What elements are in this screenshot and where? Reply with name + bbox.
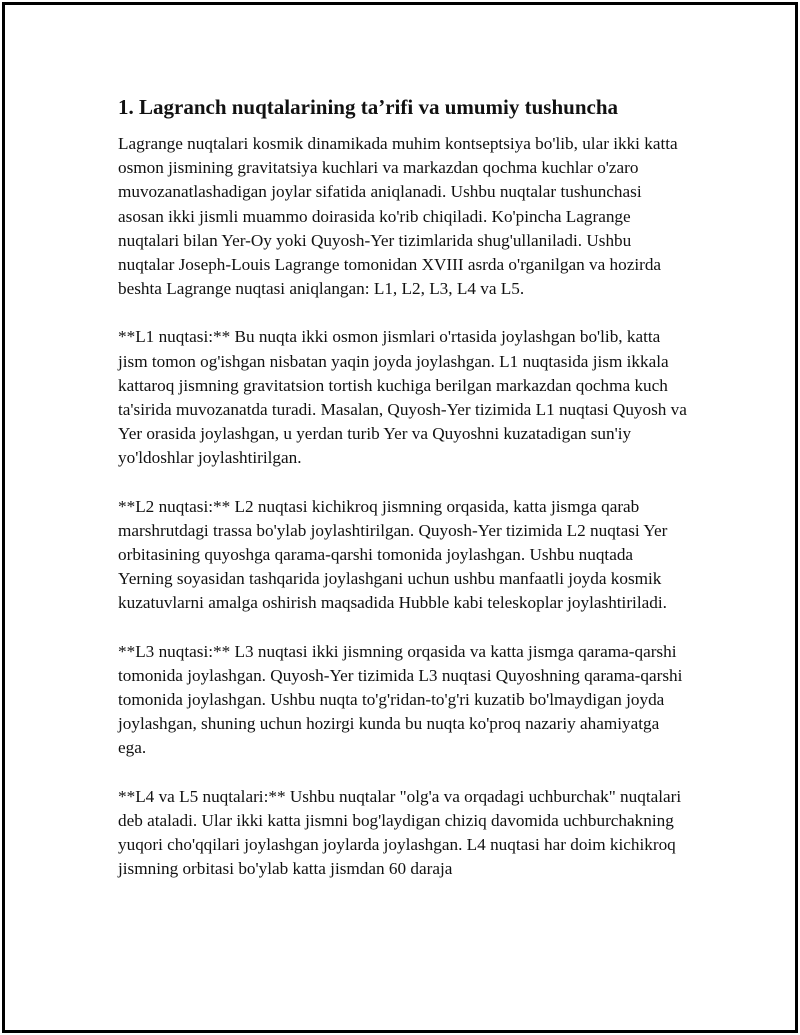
- paragraph-l1: **L1 nuqtasi:** Bu nuqta ikki osmon jismlari o'rtasida joylashgan bo'lib, katta jism tomon og'ishgan nisbatan yaqin joyda joylashgan. L1 nuqtasida jism ikkala kattaroq jismning gravitatsion tortish kuchiga berilgan markazdan qochma kuch ta'sirida muvozanatda turadi. Masalan, Quyosh-Yer tizimida L1 nuqtasi Quyosh va Yer orasida joylashgan, u yerdan turib Yer va Quyoshni kuzatadigan sun'iy yo'ldoshlar joylashtirilgan.: [118, 327, 687, 468]
- paragraph-l2: **L2 nuqtasi:** L2 nuqtasi kichikroq jismning orqasida, katta jismga qarab marshrutdagi trassa bo'ylab joylashtirilgan. Quyosh-Yer tizimida L2 nuqtasi Yer orbitasining quyoshga qarama-qarshi tomonida joylashgan. Ushbu nuqtada Yerning soyasidan tashqarida joylashgani uchun ushbu manfaatli joyda kosmik kuzatuvlarni amalga oshirish maqsadida Hubble kabi teleskoplar joylashtiriladi.: [118, 496, 668, 613]
- document-body: [118, 94, 690, 905]
- paragraph-l3: **L3 nuqtasi:** L3 nuqtasi ikki jismning orqasida va katta jismga qarama-qarshi tomonida joylashgan. Quyosh-Yer tizimida L3 nuqtasi Quyoshning qarama-qarshi tomonida joylashgan. Ushbu nuqta to'g'ridan-to'g'ri kuzatib bo'lmaydigan joyda joylashgan, shuning uchun hozirgi kunda bu nuqta ko'proq nazariy ahamiyatga ega.: [118, 641, 683, 758]
- paragraph-intro: Lagrange nuqtalari kosmik dinamikada muhim kontseptsiya bo'lib, ular ikki katta osmon jismining gravitatsiya kuchlari va markazdan qochma kuchlar o'zaro muvozanatlashadigan joylar sifatida aniqlanadi. Ushbu nuqtalar tushunchasi asosan ikki jismli muammo doirasida ko'rib chiqiladi. Ko'pincha Lagrange nuqtalari bilan Yer-Oy yoki Quyosh-Yer tizimlarida shug'ullaniladi. Ushbu nuqtalar Joseph-Louis Lagrange tomonidan XVIII asrda o'rganilgan va hozirda beshta Lagrange nuqtasi aniqlangan: L1, L2, L3, L4 va L5.: [118, 134, 678, 299]
- section-heading: 1. Lagranch nuqtalarining ta’rifi va umumiy tushuncha: [118, 95, 619, 119]
- paragraph-l4-l5: **L4 va L5 nuqtalari:** Ushbu nuqtalar "olg'a va orqadagi uchburchak" nuqtalari deb ataladi. Ular ikki katta jismni bog'laydigan chiziq davomida uchburchakning yuqori cho'qqilari joylashgan joylarda joylashgan. L4 nuqtasi har doim kichikroq jismning orbitasi bo'ylab katta jismdan 60 daraja: [118, 786, 682, 879]
